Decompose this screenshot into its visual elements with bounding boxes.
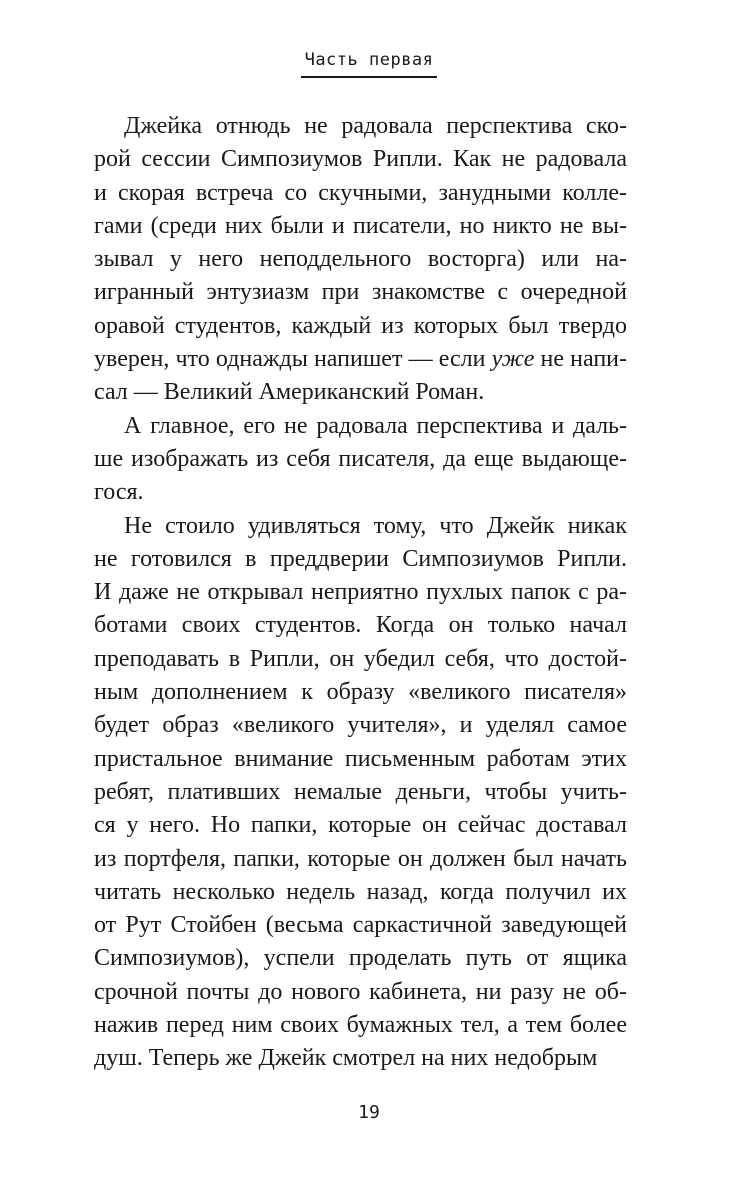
text-line xyxy=(94,210,627,243)
text-line xyxy=(94,276,627,309)
text-line xyxy=(94,310,627,343)
text-line xyxy=(94,510,627,543)
text-segment: от Рут Стойбен (весьма саркастичной заведующей xyxy=(94,912,627,939)
text-segment: срочной почты до нового кабинета, ни разу не об- xyxy=(94,978,627,1005)
text-segment: из портфеля, папки, которые он должен был начать xyxy=(94,845,627,872)
text-line xyxy=(94,776,627,809)
text-line xyxy=(94,143,627,176)
text-line xyxy=(94,443,627,476)
text-line xyxy=(94,676,627,709)
text-line xyxy=(94,476,627,509)
running-head-text: Часть первая xyxy=(301,50,438,78)
text-segment: пристальное внимание письменным работам этих xyxy=(94,745,627,772)
text-segment: уверен, что однажды напишет — если xyxy=(94,346,492,373)
text-segment: не напи- xyxy=(534,346,627,373)
text-segment: гося. xyxy=(94,479,144,506)
text-line xyxy=(94,376,627,409)
text-segment: гами (среди них были и писатели, но никто не вы- xyxy=(94,212,627,239)
text-segment: преподавать в Рипли, он убедил себя, что достой- xyxy=(94,645,627,672)
text-segment: Не стоило удивляться тому, что Джейк никак xyxy=(124,512,627,539)
text-segment: сал — Великий Американский Роман. xyxy=(94,379,485,406)
text-line xyxy=(94,609,627,642)
text-line xyxy=(94,410,627,443)
text-line xyxy=(94,709,627,742)
text-segment: И даже не открывал неприятно пухлых папок с ра- xyxy=(94,579,627,606)
text-segment: ся у него. Но папки, которые он сейчас доставал xyxy=(94,812,627,839)
text-line xyxy=(94,743,627,776)
text-line xyxy=(94,543,627,576)
text-line xyxy=(94,110,627,143)
text-segment: рой сессии Симпозиумов Рипли. Как не радовала xyxy=(94,146,627,173)
text-segment: ным дополнением к образу «великого писателя» xyxy=(94,679,627,706)
text-segment: Джейка отнюдь не радовала перспектива ско- xyxy=(124,113,627,139)
text-segment: зывал у него неподдельного восторга) или на- xyxy=(94,246,627,273)
text-line xyxy=(94,643,627,676)
body-text xyxy=(94,110,627,1076)
text-line xyxy=(94,1042,627,1075)
text-segment: ше изображать из себя писателя, да еще выдающе- xyxy=(94,445,627,472)
page-number: 19 xyxy=(358,1102,380,1123)
text-segment: игранный энтузиазм при знакомстве с очередной xyxy=(94,279,627,306)
text-segment: будет образ «великого учителя», и уделял самое xyxy=(94,712,627,739)
text-line xyxy=(94,909,627,942)
text-line xyxy=(94,809,627,842)
text-line xyxy=(94,976,627,1009)
text-segment: не готовился в преддверии Симпозиумов Рипли. xyxy=(94,545,627,572)
text-segment: нажив перед ним своих бумажных тел, а тем более xyxy=(94,1012,627,1039)
text-line xyxy=(94,177,627,210)
text-segment: оравой студентов, каждый из которых был твердо xyxy=(94,312,627,339)
text-line xyxy=(94,876,627,909)
text-segment: читать несколько недель назад, когда получил их xyxy=(94,878,627,905)
running-head xyxy=(0,50,738,78)
text-line xyxy=(94,243,627,276)
text-segment: А главное, его не радовала перспектива и даль- xyxy=(124,412,627,439)
text-segment: душ. Теперь же Джейк смотрел на них недобрым xyxy=(94,1045,598,1072)
text-segment: Симпозиумов), успели проделать путь от ящика xyxy=(94,945,627,972)
text-segment: ребят, плативших немалые деньги, чтобы учить- xyxy=(94,778,627,805)
text-line xyxy=(94,576,627,609)
text-line xyxy=(94,942,627,975)
text-line xyxy=(94,343,627,376)
emphasis-text: уже xyxy=(491,346,535,373)
text-line xyxy=(94,1009,627,1042)
text-segment: ботами своих студентов. Когда он только начал xyxy=(94,612,627,639)
text-segment: и скорая встреча со скучными, занудными колле- xyxy=(94,179,627,206)
text-line xyxy=(94,843,627,876)
